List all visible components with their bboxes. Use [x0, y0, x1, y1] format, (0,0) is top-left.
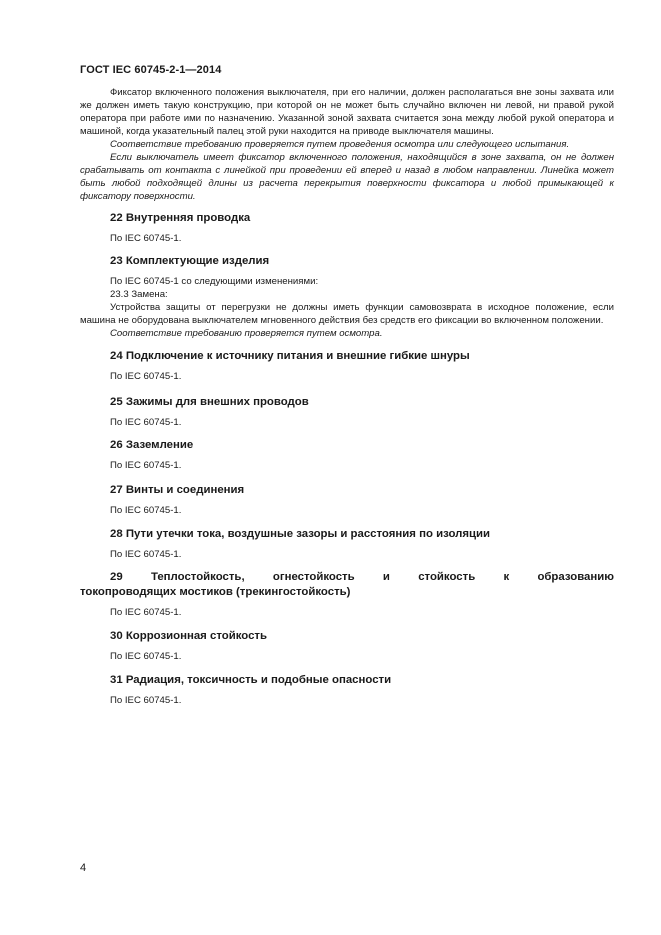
- page-number: 4: [80, 862, 87, 874]
- intro-paragraph-2: Соответствие требованию проверяется путем проведения осмотра или следующего испытания.: [110, 139, 570, 150]
- document-header: ГОСТ IEC 60745-2-1—2014: [80, 64, 222, 76]
- section-23-line2: 23.3 Замена:: [110, 289, 168, 300]
- section-26-title: 26 Заземление: [110, 439, 194, 451]
- section-29-ref: По IEC 60745-1.: [110, 607, 182, 618]
- section-24-ref: По IEC 60745-1.: [110, 371, 182, 382]
- section-22-ref: По IEC 60745-1.: [110, 233, 182, 244]
- section-31-ref: По IEC 60745-1.: [110, 695, 182, 706]
- section-27-ref: По IEC 60745-1.: [110, 505, 182, 516]
- document-body: [80, 86, 614, 707]
- intro-paragraph-1: Фиксатор включенного положения выключателя, при его наличии, должен располагаться вне зоны захвата или же должен иметь такую конструкцию, при которой он не может быть случайно включен ни левой, ни правой рукой оператора при работе ими по назначению. Указанной зоной захвата считается зона между любой рукой оператора и машиной, когда указательный палец этой руки находится на приводе выключателя машины.: [80, 87, 614, 137]
- section-31-title: 31 Радиация, токсичность и подобные опасности: [110, 674, 392, 686]
- section-26-ref: По IEC 60745-1.: [110, 460, 182, 471]
- section-25-ref: По IEC 60745-1.: [110, 417, 182, 428]
- section-28-ref: По IEC 60745-1.: [110, 549, 182, 560]
- section-30-ref: По IEC 60745-1.: [110, 651, 182, 662]
- section-23-check: Соответствие требованию проверяется путем осмотра.: [110, 328, 383, 339]
- section-29-title-line1: 29 Теплостойкость, огнестойкость и стойкость к образованию: [110, 571, 614, 583]
- section-27-title: 27 Винты и соединения: [110, 484, 245, 496]
- section-25-title: 25 Зажимы для внешних проводов: [110, 396, 309, 408]
- section-23-title: 23 Комплектующие изделия: [110, 255, 270, 267]
- section-30-title: 30 Коррозионная стойкость: [110, 630, 267, 642]
- section-23-body: Устройства защиты от перегрузки не должны иметь функции самовозврата в исходное положение, если машина не оборудована выключателем мгновенного действия без средств его фиксации во включенном положении.: [80, 302, 614, 326]
- section-23-line1: По IEC 60745-1 со следующими изменениями:: [110, 276, 319, 287]
- intro-paragraph-3: Если выключатель имеет фиксатор включенного положения, находящийся в зоне захвата, он не должен срабатывать от контакта с линейкой при проведении ей вперед и назад в любом направлении. Линейка может быть любой подходящей длины из расчета перекрытия поверхности фиксатора и любой примыкающей к фиксатору поверхности.: [80, 152, 614, 202]
- section-22-title: 22 Внутренняя проводка: [110, 212, 251, 224]
- section-28-title: 28 Пути утечки тока, воздушные зазоры и расстояния по изоляции: [110, 528, 491, 540]
- section-24-title: 24 Подключение к источнику питания и внешние гибкие шнуры: [110, 350, 470, 362]
- section-29-title-line2: токопроводящих мостиков (трекингостойкость): [80, 586, 351, 598]
